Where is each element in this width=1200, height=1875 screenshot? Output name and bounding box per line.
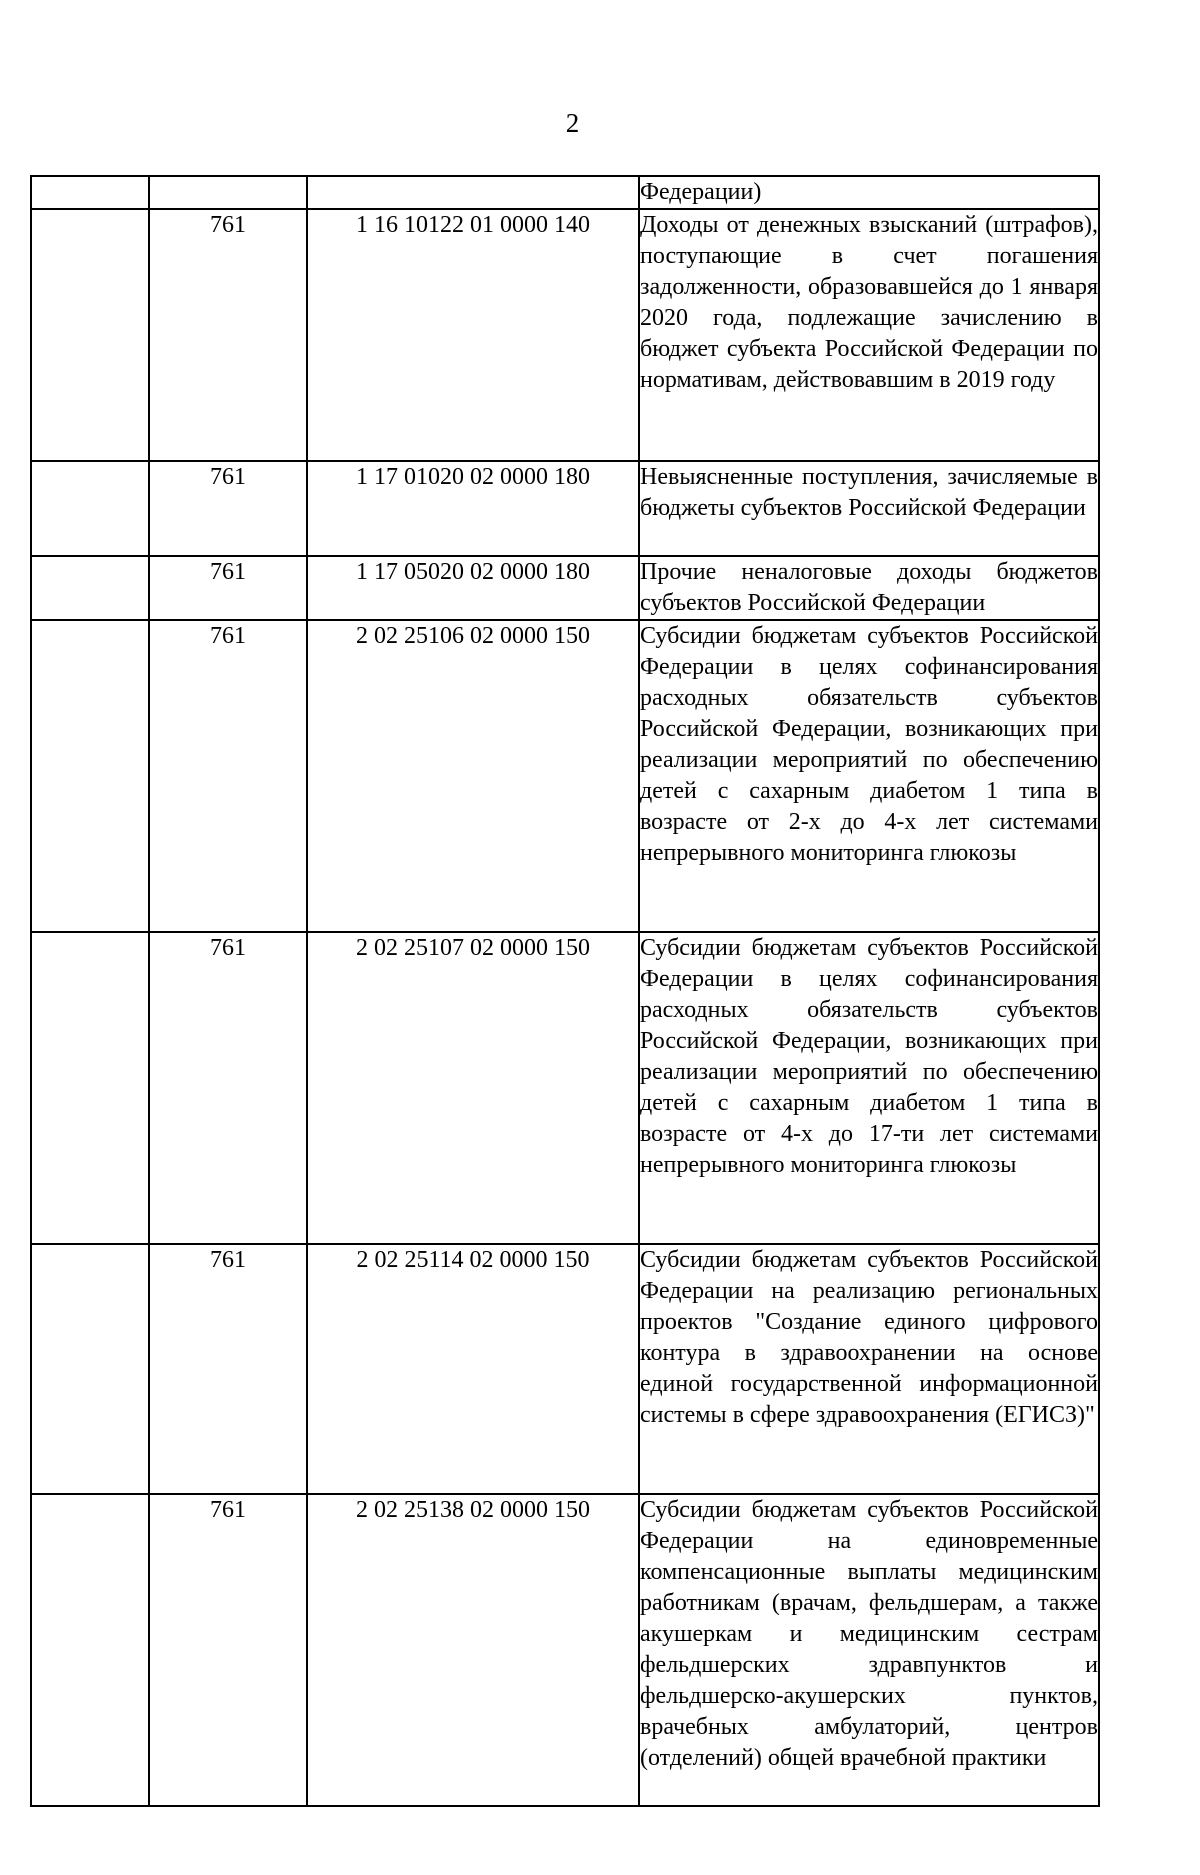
empty-cell (31, 1494, 149, 1806)
budget-code-cell (307, 176, 639, 209)
table-row (31, 1494, 1099, 1806)
description-cell: Субсидии бюджетам субъектов Российской Федерации на реализацию региональных проектов "Создание единого цифрового контура в здравоохранении на основе единой государственной информационной системы в сфере здравоохранения (ЕГИСЗ)" (639, 1244, 1099, 1494)
budget-code-cell: 2 02 25114 02 0000 150 (307, 1244, 639, 1494)
admin-code-cell: 761 (149, 932, 307, 1244)
table-row (31, 1244, 1099, 1494)
budget-code-cell: 2 02 25107 02 0000 150 (307, 932, 639, 1244)
revenue-codes-table (30, 175, 1100, 1807)
description-cell: Доходы от денежных взысканий (штрафов), поступающие в счет погашения задолженности, образовавшейся до 1 января 2020 года, подлежащие зачислению в бюджет субъекта Российской Федерации по нормативам, действовавшим в 2019 году (639, 209, 1099, 461)
empty-cell (31, 1244, 149, 1494)
table-row (31, 556, 1099, 620)
empty-cell (31, 556, 149, 620)
budget-code-cell: 1 17 01020 02 0000 180 (307, 461, 639, 556)
description-cell: Субсидии бюджетам субъектов Российской Федерации в целях софинансирования расходных обязательств субъектов Российской Федерации, возникающих при реализации мероприятий по обеспечению детей с сахарным диабетом 1 типа в возрасте от 2-х до 4-х лет системами непрерывного мониторинга глюкозы (639, 620, 1099, 932)
table-row (31, 461, 1099, 556)
table-row (31, 209, 1099, 461)
empty-cell (31, 176, 149, 209)
table-row (31, 932, 1099, 1244)
empty-cell (31, 620, 149, 932)
admin-code-cell (149, 176, 307, 209)
admin-code-cell: 761 (149, 1494, 307, 1806)
empty-cell (31, 932, 149, 1244)
admin-code-cell: 761 (149, 620, 307, 932)
page-number: 2 (565, 108, 580, 138)
empty-cell (31, 209, 149, 461)
description-cell: Прочие неналоговые доходы бюджетов субъектов Российской Федерации (639, 556, 1099, 620)
description-cell: Субсидии бюджетам субъектов Российской Федерации в целях софинансирования расходных обязательств субъектов Российской Федерации, возникающих при реализации мероприятий по обеспечению детей с сахарным диабетом 1 типа в возрасте от 4-х до 17-ти лет системами непрерывного мониторинга глюкозы (639, 932, 1099, 1244)
budget-code-cell: 2 02 25106 02 0000 150 (307, 620, 639, 932)
budget-code-cell: 1 16 10122 01 0000 140 (307, 209, 639, 461)
budget-code-cell: 1 17 05020 02 0000 180 (307, 556, 639, 620)
description-cell: Субсидии бюджетам субъектов Российской Федерации на единовременные компенсационные выплаты медицинским работникам (врачам, фельдшерам, а также акушеркам и медицинским сестрам фельдшерских здравпунктов и фельдшерско-акушерских пунктов, врачебных амбулаторий, центров (отделений) общей врачебной практики (639, 1494, 1099, 1806)
admin-code-cell: 761 (149, 209, 307, 461)
table-row (31, 620, 1099, 932)
description-cell: Невыясненные поступления, зачисляемые в бюджеты субъектов Российской Федерации (639, 461, 1099, 556)
admin-code-cell: 761 (149, 556, 307, 620)
admin-code-cell: 761 (149, 1244, 307, 1494)
description-cell: Федерации) (639, 176, 1099, 209)
budget-code-cell: 2 02 25138 02 0000 150 (307, 1494, 639, 1806)
table-row (31, 176, 1099, 209)
admin-code-cell: 761 (149, 461, 307, 556)
empty-cell (31, 461, 149, 556)
